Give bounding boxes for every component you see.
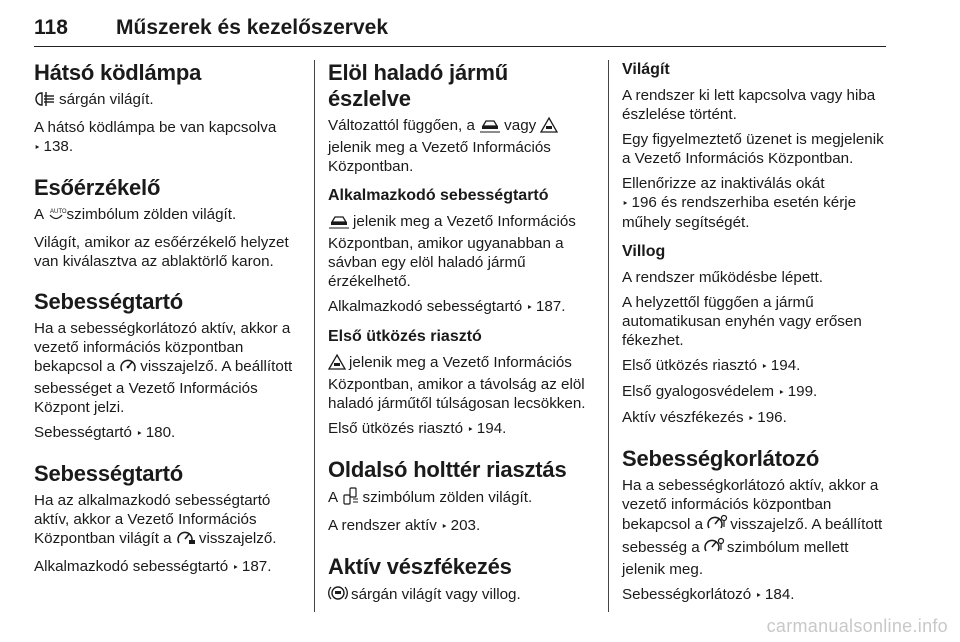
speed-limiter-icon <box>704 537 724 560</box>
rear-fog-lamp-icon <box>34 91 56 112</box>
text: A hátsó ködlámpa be van kapcsolva <box>34 119 277 136</box>
paragraph: A helyzettől függően a jármű automatikusan enyhén vagy erősen fékezhet. <box>622 294 862 349</box>
page-ref[interactable]: 194. <box>770 357 801 374</box>
section-title: Oldalsó holttér riasztás <box>328 457 567 482</box>
paragraph <box>34 423 300 443</box>
paragraph <box>622 356 888 376</box>
paragraph <box>328 487 594 510</box>
column-2 <box>328 60 594 613</box>
xref-arrow-icon: ‣ <box>232 561 239 574</box>
text: vagy <box>504 117 537 134</box>
page-ref[interactable]: 180. <box>145 424 176 441</box>
vehicle-ahead-icon <box>479 117 501 138</box>
paragraph <box>328 419 594 439</box>
paragraph <box>622 585 888 605</box>
paragraph <box>34 319 300 417</box>
paragraph <box>328 116 594 176</box>
subsection-title: Világít <box>622 61 670 78</box>
text: A <box>34 206 44 223</box>
page-header <box>34 8 886 47</box>
speed-limiter-icon <box>707 514 727 537</box>
text: Első gyalogosvédelem <box>622 383 774 400</box>
text: Ellenőrizze az inaktiválás okát <box>622 175 825 192</box>
xref-arrow-icon: ‣ <box>136 427 143 440</box>
section-title: Esőérzékelő <box>34 175 161 200</box>
paragraph <box>622 476 888 579</box>
xref-arrow-icon: ‣ <box>755 589 762 602</box>
text: szimbólum zölden világít. <box>362 489 533 506</box>
xref-arrow-icon: ‣ <box>467 423 474 436</box>
paragraph <box>622 408 888 428</box>
paragraph <box>328 516 594 536</box>
paragraph <box>34 90 300 112</box>
forward-collision-icon <box>540 117 558 138</box>
subsection-title: Alkalmazkodó sebességtartó <box>328 187 549 204</box>
text: sárgán világít. <box>59 91 154 108</box>
text: visszajelző. A beállított sebesség a <box>622 516 883 556</box>
svg-text:AUTO: AUTO <box>49 209 67 215</box>
paragraph <box>622 174 888 232</box>
page-ref[interactable]: 196 és rendszerhiba esetén kérje műhely segítségét. <box>622 194 857 231</box>
column-1 <box>34 60 300 583</box>
text: Ha a sebességkorlátozó aktív, akkor a vezető információs központban bekapcsol a <box>34 320 291 375</box>
section-title: Hátsó ködlámpa <box>34 60 202 85</box>
blind-spot-icon <box>342 487 360 510</box>
xref-arrow-icon: ‣ <box>761 360 768 373</box>
paragraph <box>34 118 300 157</box>
cruise-control-icon <box>119 358 137 379</box>
text: Ha az alkalmazkodó sebességtartó aktív, akkor a Vezető Információs Központban világít a <box>34 492 271 547</box>
section-title: Sebességtartó <box>34 461 184 486</box>
xref-arrow-icon: ‣ <box>34 141 41 154</box>
paragraph <box>328 297 594 317</box>
page-ref[interactable]: 194. <box>476 420 507 437</box>
paragraph: A rendszer működésbe lépett. <box>622 269 823 286</box>
text: jelenik meg a Vezető Információs Központban. <box>328 139 551 175</box>
text: visszajelző. A beállított sebességet a Vezető Információs Központ jelzi. <box>34 358 293 416</box>
subsection-title: Villog <box>622 243 666 260</box>
page-ref[interactable]: 184. <box>764 586 795 603</box>
text: A <box>328 489 338 506</box>
column-3 <box>622 60 888 611</box>
paragraph <box>34 491 300 551</box>
column-divider <box>608 60 609 612</box>
text: Sebességkorlátozó <box>622 586 752 603</box>
active-braking-icon <box>328 584 348 607</box>
text: Aktív vészfékezés <box>622 409 744 426</box>
text: Alkalmazkodó sebességtartó <box>34 558 229 575</box>
page-number: 118 <box>34 16 68 39</box>
xref-arrow-icon: ‣ <box>622 197 629 210</box>
page-title: Műszerek és kezelőszervek <box>116 16 389 39</box>
xref-arrow-icon: ‣ <box>526 301 533 314</box>
text: Sebességtartó <box>34 424 132 441</box>
paragraph <box>328 584 594 607</box>
section-title: Sebességkorlátozó <box>622 446 820 471</box>
column-divider <box>314 60 315 612</box>
text: Alkalmazkodó sebességtartó <box>328 298 523 315</box>
vehicle-ahead-icon <box>328 213 350 234</box>
paragraph <box>34 557 300 577</box>
text: visszajelző. <box>198 530 277 547</box>
text: szimbólum zölden világít. <box>66 206 237 223</box>
subsection-title: Első ütközés riasztó <box>328 328 482 345</box>
xref-arrow-icon: ‣ <box>441 520 448 533</box>
xref-arrow-icon: ‣ <box>778 386 785 399</box>
paragraph: Világít, amikor az esőérzékelő helyzet van kiválasztva az ablaktörlő karon. <box>34 234 289 270</box>
paragraph <box>34 205 300 227</box>
page-ref[interactable]: 199. <box>787 383 818 400</box>
text: jelenik meg a Vezető Információs Központban, amikor ugyanabban a sávban egy elöl haladó jármű érzékelhető. <box>328 213 576 290</box>
text: Első ütközés riasztó <box>328 420 464 437</box>
rain-sensor-icon <box>48 206 67 227</box>
paragraph: A rendszer ki lett kapcsolva vagy hiba észlelése történt. <box>622 87 876 123</box>
page-ref[interactable]: 187. <box>241 558 272 575</box>
paragraph: Egy figyelmeztető üzenet is megjelenik a Vezető Információs Központban. <box>622 131 884 167</box>
paragraph <box>328 212 594 291</box>
page-ref[interactable]: 196. <box>757 409 787 426</box>
section-title: Sebességtartó <box>34 289 184 314</box>
section-title: Aktív vészfékezés <box>328 554 512 579</box>
text: jelenik meg a Vezető Információs Központban, amikor a távolság az elöl haladó járműtől túlságosan lecsökken. <box>328 354 586 412</box>
text: A rendszer aktív <box>328 517 437 534</box>
paragraph <box>328 353 594 413</box>
text: sárgán világít vagy villog. <box>351 586 521 603</box>
page-ref[interactable]: 138. <box>43 138 74 155</box>
page-ref[interactable]: 203. <box>450 517 481 534</box>
section-title: Elöl haladó jármű észlelve <box>328 60 508 111</box>
adaptive-cruise-icon <box>176 530 196 551</box>
text: Változattól függően, a <box>328 117 475 134</box>
text: Első ütközés riasztó <box>622 357 758 374</box>
forward-collision-icon <box>328 354 346 375</box>
text: szimbólum mellett jelenik meg. <box>622 539 849 578</box>
text: Ha a sebességkorlátozó aktív, akkor a vezető információs központban bekapcsol a <box>622 477 879 533</box>
paragraph <box>622 382 888 402</box>
xref-arrow-icon: ‣ <box>747 412 755 425</box>
footer-watermark: carmanualsonline.info <box>766 616 948 636</box>
page-ref[interactable]: 187. <box>535 298 566 315</box>
